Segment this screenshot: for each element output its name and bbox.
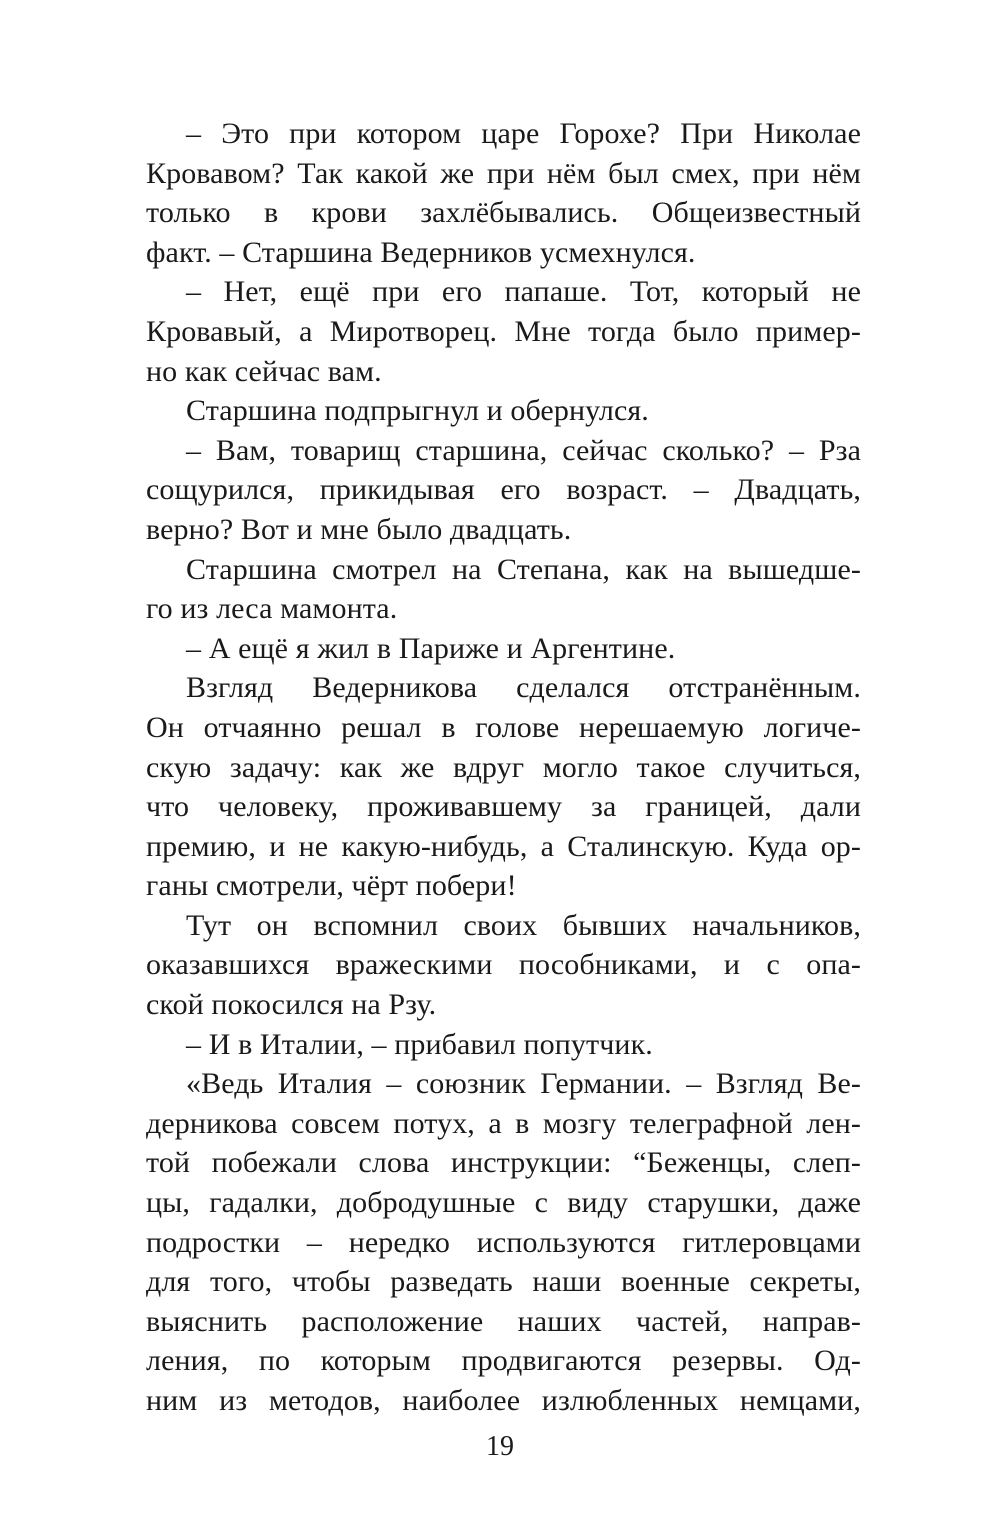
text-line: для того, чтобы разведать наши военные секреты, <box>146 1265 861 1299</box>
text-line: – А ещё я жил в Париже и Аргентине. <box>186 631 676 665</box>
text-line: оказавшихся вражескими пособниками, и с опа- <box>146 948 861 982</box>
text-line: но как сейчас вам. <box>146 354 382 388</box>
text-line: сощурился, прикидывая его возраст. – Двадцать, <box>146 473 861 507</box>
text-line: – Нет, ещё при его папаше. Тот, который не <box>186 275 861 309</box>
text-line: скую задачу: как же вдруг могло такое случиться, <box>146 750 861 784</box>
text-line: цы, гадалки, добродушные с виду старушки, даже <box>146 1186 861 1220</box>
text-line: премию, и не какую-нибудь, а Сталинскую. Куда ор- <box>146 829 861 863</box>
text-line: той побежали слова инструкции: “Беженцы, слеп- <box>146 1146 861 1180</box>
text-line: ним из методов, наиболее излюбленных немцами, <box>146 1384 861 1417</box>
text-line: – И в Италии, – прибавил попутчик. <box>186 1027 653 1061</box>
text-line: «Ведь Италия – союзник Германии. – Взгляд Ве- <box>186 1067 861 1101</box>
text-line: Старшина подпрыгнул и обернулся. <box>186 394 649 428</box>
text-line: ления, по которым продвигаются резервы. Од- <box>146 1344 861 1378</box>
text-line: Взгляд Ведерникова сделался отстранённым. <box>186 671 861 705</box>
text-line: подростки – нередко используются гитлеровцами <box>146 1225 861 1259</box>
page-number: 19 <box>486 1431 514 1462</box>
text-line: факт. – Старшина Ведерников усмехнулся. <box>146 235 696 269</box>
text-line: Он отчаянно решал в голове нерешаемую логиче- <box>146 710 861 744</box>
text-line: – Вам, товарищ старшина, сейчас сколько? – Рза <box>186 433 861 467</box>
text-line: – Это при котором царе Горохе? При Николае <box>186 117 861 150</box>
text-line: выяснить расположение наших частей, направ- <box>146 1304 861 1338</box>
text-line: ской покосился на Рзу. <box>146 988 437 1022</box>
text-line: верно? Вот и мне было двадцать. <box>146 512 572 546</box>
text-line: Тут он вспомнил своих бывших начальников, <box>186 908 861 942</box>
text-line: Кровавом? Так какой же при нём был смех, при нём <box>146 156 861 190</box>
text-line: только в крови захлёбывались. Общеизвестный <box>146 196 861 230</box>
text-line: Кровавый, а Миротворец. Мне тогда было пример- <box>146 314 861 348</box>
body-text <box>146 114 861 1421</box>
text-line: дерникова совсем потух, а в мозгу телеграфной лен- <box>146 1106 861 1140</box>
text-line: го из леса мамонта. <box>146 592 398 626</box>
text-line: что человеку, проживавшему за границей, дали <box>146 790 861 824</box>
text-line: Старшина смотрел на Степана, как на вышедше- <box>186 552 861 586</box>
text-line: ганы смотрели, чёрт побери! <box>146 869 517 903</box>
